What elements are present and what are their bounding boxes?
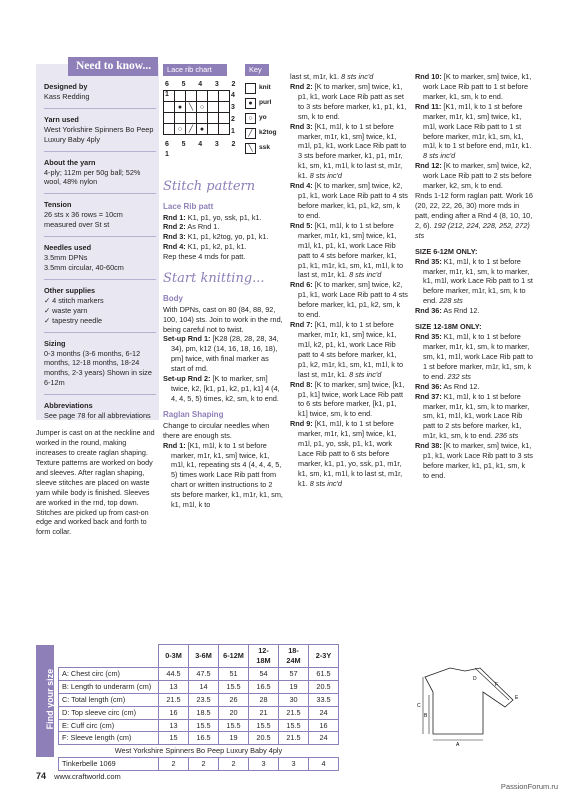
- round: Rnd 10: [K to marker, sm] twice, k1, work Lace Rib patt to 1 st before marker, k1, sm, k to end.: [415, 72, 532, 101]
- chart-cell: [219, 124, 230, 135]
- size-row: [59, 693, 339, 706]
- round: Rnd 2: [K to marker, sm] twice, k1, p1, k1, work Lace Rib patt as set to 3 sts before marker, k1, p1, k1, sm, k to end.: [290, 81, 407, 121]
- chart-cell: [219, 102, 230, 113]
- chart-cell: [186, 91, 197, 102]
- key-item: [245, 112, 277, 124]
- measurement-value: 21.5: [279, 732, 309, 745]
- round: Rnd 35: K1, m1l, k to 1 st before marker, m1r, k1, sm, k to marker, sm, k1, m1l, work Lace Rib patt to 1 st before marker, m1r, k1, sm, k to end. 232 sts: [415, 332, 533, 381]
- measurement-value: 15.5: [189, 719, 219, 732]
- stitch-pattern-heading: Stitch pattern: [163, 179, 256, 194]
- size-header: 18-24M: [279, 645, 309, 668]
- k2tog-symbol: ╱: [245, 128, 256, 139]
- chart-row-number: 1: [231, 128, 235, 135]
- chart-cell: [197, 91, 208, 102]
- chart-cell: ●: [175, 102, 186, 113]
- divider: [44, 279, 156, 280]
- body-heading: Body: [163, 293, 183, 303]
- sizing-heading: Sizing: [44, 338, 66, 348]
- measurement-value: 15.5: [279, 719, 309, 732]
- lace-rib-heading: Lace Rib patt: [163, 201, 214, 211]
- chart-cell: [197, 113, 208, 124]
- label-f: F: [495, 682, 499, 688]
- stitch-pattern-column: [163, 178, 283, 510]
- size-header: 3-6M: [189, 645, 219, 668]
- measurement-value: 16: [309, 719, 339, 732]
- measurement-value: 20.5: [249, 732, 279, 745]
- round: Rnd 36: As Rnd 12.: [415, 381, 480, 391]
- yarn-heading: Yarn used: [44, 114, 79, 124]
- measurement-value: 21.5: [279, 706, 309, 719]
- measurement-value: 13: [159, 719, 189, 732]
- measurement-value: 47.5: [189, 667, 219, 680]
- measurement-value: 51: [219, 667, 249, 680]
- measurement-value: 15: [159, 732, 189, 745]
- jumper-diagram: [405, 662, 530, 747]
- round: Rnd 35: K1, m1l, k to 1 st before marker, m1r, k1, sm, k to marker, k1, m1l, work Lace Rib patt to 1 st before marker, m1r, k1, sm, k to end. 228 sts: [415, 256, 533, 306]
- raglan-heading: Raglan Shaping: [163, 409, 224, 419]
- measurement-label: A: Chest circ (cm): [59, 667, 159, 680]
- chart-cell: ○: [197, 102, 208, 113]
- supply-item: ✓ waste yarn: [44, 305, 88, 315]
- chart-row-number: 2: [231, 116, 235, 123]
- key-label: k2tog: [259, 128, 277, 136]
- size-header: 2-3Y: [309, 645, 339, 668]
- key-label: ssk: [259, 143, 271, 151]
- chart-column-numbers: 6 5 4 3 2 1: [165, 81, 241, 98]
- abbreviations-text: See page 78 for all abbreviations: [44, 411, 151, 421]
- supplies-heading: Other supplies: [44, 285, 96, 295]
- raglan-summary: Rnds 1-12 form raglan patt. Work 16 (20, 22, 22, 26, 30) more rnds in patt, ending after a Rnd 4 (8, 10, 10, 2, 6). 192 (212, 224, 228, 252, 272) sts: [415, 191, 533, 240]
- round: Rnd 8: [K to marker, sm] twice, [k1, p1, k1] twice, work Lace Rib patt to 6 sts before marker, [k1, p1, k1] twice, sm, k to end.: [290, 379, 405, 419]
- chart-row-number: 4: [231, 92, 235, 99]
- round: Rnd 9: [K1, m1l, k to 1 st before marker, m1r, k1, sm] twice, k1, m1l, p1, yo, ssk, p1, k1, work Lace Rib patt to 6 sts before marker, k1, p1, yo, ssk, p1, m1r, k1, sm, k1, m1l, k to last st, m1r, k1. 8 sts inc'd: [290, 419, 403, 488]
- chart-column-numbers: 6 5 4 3 2 1: [165, 141, 241, 158]
- round: Rnd 3: [K1, m1l, k to 1 st before marker, m1r, k1, sm] twice, k1, m1l, p1, k1, work Lace Rib patt to 3 sts before marker, k1, p1, m1r, k1, sm, k1, m1l, k to last st, m1r, k1. 8 sts inc'd: [290, 121, 407, 181]
- measurement-value: 30: [279, 693, 309, 706]
- chart-cell: [208, 113, 219, 124]
- sizing-text: 0-3 months (3-6 months, 6-12 months, 12-18 months, 18-24 months, 2-3 years) Shown in size 6-12m: [44, 348, 152, 388]
- supply-item: ✓ tapestry needle: [44, 315, 103, 325]
- needles-text-2: 3.5mm circular, 40-60cm: [44, 262, 124, 272]
- chart-row: [164, 102, 230, 113]
- yo-symbol: ○: [245, 113, 256, 124]
- divider: [44, 108, 156, 109]
- chart-cell: [219, 91, 230, 102]
- find-your-size-tab: Find your size: [36, 645, 54, 757]
- tension-text: 26 sts x 36 rows = 10cm measured over St st: [44, 210, 123, 230]
- about-text: 4-ply; 112m per 50g ball; 52% wool, 48% nylon: [44, 167, 141, 187]
- supply-item: ✓ 4 stitch markers: [44, 295, 104, 305]
- measurement-value: 16.5: [249, 680, 279, 693]
- size-row: [59, 706, 339, 719]
- chart-key: [245, 82, 277, 157]
- measurement-label: D: Top sleeve circ (cm): [59, 706, 159, 719]
- size-table: [58, 644, 339, 771]
- measurement-value: 61.5: [309, 667, 339, 680]
- ssk-symbol: ╲: [245, 143, 256, 154]
- label-a: A: [456, 742, 460, 747]
- chart-row: [164, 91, 230, 102]
- chart-cell: [219, 113, 230, 124]
- lace-round: Rnd 2: As Rnd 1.: [163, 222, 220, 232]
- measurement-value: 21.5: [159, 693, 189, 706]
- body-paragraph: With DPNs, cast on 80 (84, 88, 92, 100, 104) sts. Join to work in the rnd, being careful not to twist.: [163, 304, 283, 334]
- lace-round: Rnd 4: K1, p1, k2, p1, k1.: [163, 242, 247, 252]
- key-label: knit: [259, 83, 271, 91]
- measurement-label: E: Cuff circ (cm): [59, 719, 159, 732]
- key-tag: Key: [245, 64, 269, 76]
- size-row: [59, 680, 339, 693]
- label-e: E: [515, 695, 519, 701]
- tension-heading: Tension: [44, 200, 72, 210]
- designer: Kass Redding: [44, 91, 90, 101]
- measurement-value: 18.5: [189, 706, 219, 719]
- chart-row: [164, 124, 230, 135]
- raglan-paragraph: Change to circular needles when there are enough sts.: [163, 420, 270, 440]
- measurement-value: 33.5: [309, 693, 339, 706]
- measurement-label: C: Total length (cm): [59, 693, 159, 706]
- label-b: B: [424, 713, 428, 719]
- chart-cell: ╱: [186, 124, 197, 135]
- chart-grid: [163, 90, 230, 135]
- page-footer: [36, 770, 121, 782]
- round: Rnd 36: As Rnd 12.: [415, 306, 480, 316]
- round: Rnd 12: [K to marker, sm] twice, k2, work Lace Rib patt to 2 sts before marker, k2, sm, k to end.: [415, 161, 532, 191]
- size-header: 12-18M: [249, 645, 279, 668]
- measurement-value: 24: [309, 706, 339, 719]
- instructions-column-4: [415, 72, 533, 481]
- size-heading: SIZE 12-18M ONLY:: [415, 322, 482, 332]
- measurement-value: 24: [309, 732, 339, 745]
- round: Rnd 11: [K1, m1l, k to 1 st before marker, m1r, k1, sm] twice, k1, m1l, work Lace Rib patt to 1 st before marker, m1r, k1, sm, k1, m1l, k to 1 st before end, m1r, k1. 8 sts inc'd: [415, 101, 532, 161]
- chart-cell: ○: [175, 124, 186, 135]
- raglan-round: Rnd 1: [K1, m1l, k to 1 st before marker, m1r, k1, sm] twice, k1, m1l, k1, repeating sts 4 (4, 4, 4, 5, 5) times work Lace Rib patt from chart or written instructions to 2 sts before marker, k1, m1r, k1, sm, k1, m1l, k to: [163, 440, 283, 510]
- needles-text-1: 3.5mm DPNs: [44, 253, 88, 263]
- measurement-value: 14: [189, 680, 219, 693]
- lace-rib-chart: [163, 80, 243, 158]
- measurement-value: 57: [279, 667, 309, 680]
- key-item: [245, 97, 277, 109]
- needles-heading: Needles used: [44, 243, 92, 253]
- size-header-row: [59, 645, 339, 668]
- chart-cell: [175, 91, 186, 102]
- divider: [44, 193, 156, 194]
- page-number: 74: [36, 771, 47, 781]
- about-heading: About the yarn: [44, 157, 96, 167]
- lace-repeat: Rep these 4 rnds for patt.: [163, 252, 246, 262]
- round: Rnd 7: [K1, m1l, k to 1 st before marker, m1r, k1, sm] twice, k1, m1l, k2, p1, k1, work Lace Rib patt to 4 sts before marker, k1, p1, k2, m1r, k1, sm, k1, m1l, k to last st, m1r, k1. 8 sts inc'd: [290, 320, 404, 379]
- size-header: 0-3M: [159, 645, 189, 668]
- yarn-text: West Yorkshire Spinners Bo Peep Luxury Baby 4ply: [44, 124, 154, 144]
- divider: [44, 394, 156, 395]
- measurement-value: 19: [219, 732, 249, 745]
- abbreviations-heading: Abbreviations: [44, 401, 93, 411]
- divider: [44, 151, 156, 152]
- measurement-value: 15.5: [249, 719, 279, 732]
- chart-cell: ╲: [186, 102, 197, 113]
- round: last st, m1r, k1. 8 sts inc'd: [290, 72, 374, 81]
- measurement-value: 20.5: [309, 680, 339, 693]
- round: Rnd 5: [K1, m1l, k to 1 st before marker, m1r, k1, sm] twice, k1, m1l, k1, p1, k1, work Lace Rib patt to 4 sts before marker, k1, p1, k1, m1r, k1, sm, k1, m1l, k to last st, m1r, k1. 8 sts inc'd: [290, 220, 404, 280]
- knit-symbol: [245, 83, 256, 94]
- setup-round: Set-up Rnd 2: [K to marker, sm] twice, k2, [k1, p1, k2, p1, k1] 4 (4, 4, 4, 5, 5) times, k2, sm, k to end.: [163, 374, 280, 403]
- lace-chart-tag: Lace rib chart: [163, 64, 227, 76]
- measurement-value: 28: [249, 693, 279, 706]
- divider: [44, 236, 156, 237]
- label-c: C: [417, 703, 421, 709]
- key-label: yo: [259, 113, 267, 121]
- designed-heading: Designed by: [44, 82, 88, 91]
- size-heading: SIZE 6-12M ONLY:: [415, 246, 478, 256]
- measurement-value: 13: [159, 680, 189, 693]
- round: Rnd 6: [K to marker, sm] twice, k2, p1, k1, work Lace Rib patt to 4 sts before marker, k1, p1, k2, sm, k to end.: [290, 280, 408, 320]
- measurement-value: 16: [159, 706, 189, 719]
- measurement-label: B: Length to underarm (cm): [59, 680, 159, 693]
- label-d: D: [473, 676, 477, 682]
- size-row: [59, 732, 339, 745]
- chart-row-number: 3: [231, 104, 235, 111]
- need-to-know-panel: [36, 64, 159, 420]
- chart-cell: [164, 102, 175, 113]
- round: Rnd 37: K1, m1l, k to 1 st before marker, m1r, k1, sm, k to marker, sm, k1, m1l, k1, work Lace Rib patt to 2 sts before marker, k1, m1r, k1, sm, k to end. 236 sts: [415, 391, 530, 441]
- lace-round: Rnd 3: K1, p1, k2tog, yo, p1, k1.: [163, 232, 269, 242]
- shade-row: Tinkerbelle 1069 2 2 2 3 3 4: [59, 758, 339, 771]
- key-label: purl: [259, 98, 272, 106]
- chart-cell: [175, 113, 186, 124]
- key-item: [245, 82, 277, 94]
- size-row: [59, 719, 339, 732]
- lace-round: Rnd 1: K1, p1, yo, ssk, p1, k1.: [163, 212, 262, 222]
- size-header: 6-12M: [219, 645, 249, 668]
- chart-cell: [208, 102, 219, 113]
- intro-paragraph: Jumper is cast on at the neckline and worked in the round, making increases to create raglan shaping. Texture patterns are worked on body and sleeves. After raglan shaping, sleeve stitches are placed on waste yarn while body is finished. Sleeves are worked in the rnd, top down. Stitches are picked up from cast-on edge and worked back and forth to form collar.: [36, 428, 155, 537]
- key-item: [245, 127, 277, 139]
- measurement-value: 16.5: [189, 732, 219, 745]
- measurement-value: 19: [279, 680, 309, 693]
- yarn-row: West Yorkshire Spinners Bo Peep Luxury Baby 4ply: [114, 746, 283, 756]
- start-knitting-heading: Start knitting...: [163, 271, 265, 287]
- measurement-value: 23.5: [189, 693, 219, 706]
- setup-round: Set-up Rnd 1: [K28 (28, 28, 28, 34, 34), pm, k12 (14, 16, 18, 16, 18), pm] twice, with final marker as start of rnd.: [163, 334, 279, 374]
- instructions-column-3: [290, 72, 408, 489]
- footer-url[interactable]: www.craftworld.com: [54, 772, 121, 781]
- chart-cell: [208, 91, 219, 102]
- round: Rnd 4: [K to marker, sm] twice, k2, p1, k1, work Lace Rib patt to 4 sts before marker, k1, p1, k2, sm, k to end.: [290, 181, 408, 220]
- key-item: [245, 142, 277, 154]
- chart-cell: [164, 124, 175, 135]
- measurement-value: 26: [219, 693, 249, 706]
- chart-cell: [164, 113, 175, 124]
- measurement-value: 44.5: [159, 667, 189, 680]
- chart-row: [164, 113, 230, 124]
- measurement-value: 21: [249, 706, 279, 719]
- watermark: PassionForum.ru: [500, 782, 558, 791]
- measurement-value: 20: [219, 706, 249, 719]
- measurement-label: F: Sleeve length (cm): [59, 732, 159, 745]
- divider: [44, 332, 156, 333]
- size-row: [59, 667, 339, 680]
- measurement-value: 54: [249, 667, 279, 680]
- measurement-value: 15.5: [219, 719, 249, 732]
- chart-cell: [186, 113, 197, 124]
- round: Rnd 38: [K to marker, sm] twice, k1, p1, k1, work Lace Rib patt to 3 sts before marker, k1, p1, k1, sm, k to end.: [415, 441, 533, 480]
- purl-symbol: ●: [245, 98, 256, 109]
- chart-cell: [208, 124, 219, 135]
- chart-cell: [164, 91, 175, 102]
- chart-cell: ●: [197, 124, 208, 135]
- need-to-know-tag: Need to know...: [68, 57, 158, 76]
- measurement-value: 15.5: [219, 680, 249, 693]
